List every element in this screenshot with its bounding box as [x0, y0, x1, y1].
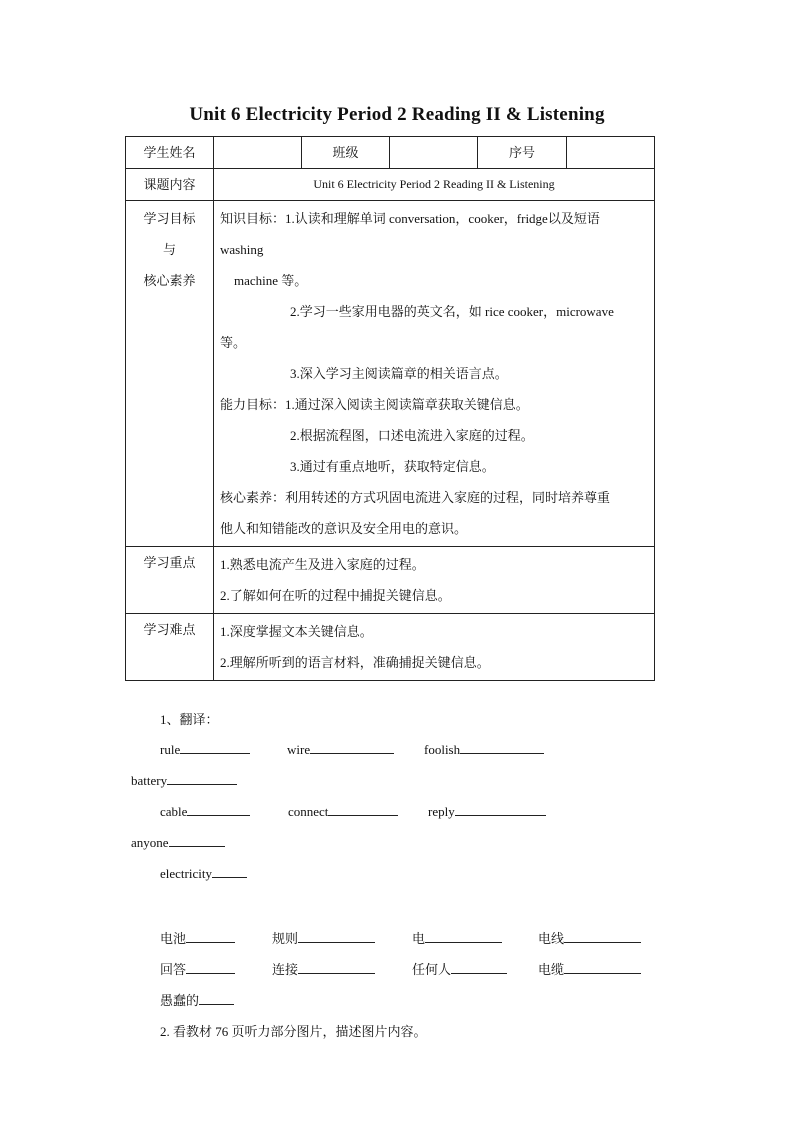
- answer-blank[interactable]: [425, 930, 502, 943]
- answer-blank[interactable]: [564, 930, 641, 943]
- difficulty-line: 2.理解所听到的语言材料，准确捕捉关键信息。: [220, 655, 490, 670]
- seat-number-cell[interactable]: [567, 137, 655, 169]
- topic-label: 课题内容: [126, 169, 214, 201]
- word-text: 任何人: [412, 962, 452, 977]
- topic-value: Unit 6 Electricity Period 2 Reading II & Listening: [214, 169, 655, 201]
- word-text: 电池: [160, 931, 187, 946]
- word-text: electricity: [160, 866, 212, 881]
- answer-blank[interactable]: [564, 961, 641, 974]
- word-text: 电: [412, 931, 426, 946]
- word-text: connect: [288, 804, 329, 819]
- answer-blank[interactable]: [460, 741, 544, 754]
- difficulty-line: 1.深度掌握文本关键信息。: [220, 624, 373, 639]
- answer-blank[interactable]: [455, 803, 546, 816]
- word-item: [160, 959, 235, 978]
- word-item: [160, 741, 250, 758]
- focus-label: 学习重点: [126, 547, 214, 614]
- answer-blank[interactable]: [328, 803, 398, 816]
- goal-line: 3.通过有重点地听，获取特定信息。: [290, 459, 495, 474]
- word-item: [428, 803, 546, 820]
- answer-blank[interactable]: [310, 741, 394, 754]
- difficulty-content: [214, 614, 655, 681]
- word-text: battery: [131, 773, 168, 788]
- section1-heading: 1、翻译：: [160, 712, 219, 727]
- answer-blank[interactable]: [167, 772, 237, 785]
- goal-line: 核心素养：利用转述的方式巩固电流进入家庭的过程，同时培养尊重: [220, 490, 611, 505]
- goal-line: 3.深入学习主阅读篇章的相关语言点。: [290, 366, 508, 381]
- word-item: [412, 959, 507, 978]
- word-text: rule: [160, 742, 181, 757]
- word-item: [412, 928, 502, 947]
- word-item: [424, 741, 544, 758]
- goal-line: 能力目标：1.通过深入阅读主阅读篇章获取关键信息。: [220, 397, 529, 412]
- word-text: wire: [287, 742, 311, 757]
- answer-blank[interactable]: [199, 992, 234, 1005]
- word-item: [160, 803, 250, 820]
- answer-blank[interactable]: [186, 961, 235, 974]
- goal-line: 知识目标：1.认读和理解单词 conversation，cooker，fridge以及短语: [220, 211, 600, 226]
- word-item: [272, 959, 375, 978]
- goal-line: 等。: [220, 335, 247, 350]
- word-text: anyone: [131, 835, 169, 850]
- word-text: reply: [428, 804, 455, 819]
- word-item: [288, 803, 398, 820]
- word-item: [131, 772, 237, 789]
- goals-label: [126, 201, 214, 547]
- word-text: 愚蠢的: [160, 993, 200, 1008]
- goal-line: washing: [220, 242, 264, 257]
- answer-blank[interactable]: [451, 961, 507, 974]
- goals-label-line: 学习目标: [143, 211, 196, 226]
- focus-line: 1.熟悉电流产生及进入家庭的过程。: [220, 557, 425, 572]
- goals-content: [214, 201, 655, 547]
- answer-blank[interactable]: [187, 803, 250, 816]
- word-text: cable: [160, 804, 188, 819]
- goal-line: 他人和知错能改的意识及安全用电的意识。: [220, 521, 468, 536]
- focus-line: 2.了解如何在听的过程中捕捉关键信息。: [220, 588, 451, 603]
- word-item: [131, 834, 225, 851]
- word-item: [272, 928, 375, 947]
- word-text: 规则: [272, 931, 299, 946]
- section2-heading: 2. 看教材 76 页听力部分图片，描述图片内容。: [160, 1024, 427, 1039]
- answer-blank[interactable]: [298, 930, 375, 943]
- class-cell[interactable]: [390, 137, 478, 169]
- class-label: 班级: [302, 137, 390, 169]
- goals-label-line: 核心素养: [143, 273, 196, 288]
- student-name-cell[interactable]: [214, 137, 302, 169]
- word-item: [160, 990, 234, 1009]
- answer-blank[interactable]: [169, 834, 225, 847]
- page-title: Unit 6 Electricity Period 2 Reading II & Listening: [189, 104, 605, 125]
- answer-blank[interactable]: [212, 865, 247, 878]
- goal-line: 2.根据流程图，口述电流进入家庭的过程。: [290, 428, 534, 443]
- student-name-label: 学生姓名: [126, 137, 214, 169]
- difficulty-label: 学习难点: [126, 614, 214, 681]
- goals-label-line: 与: [162, 242, 176, 257]
- word-text: 电缆: [538, 962, 565, 977]
- word-item: [160, 928, 235, 947]
- answer-blank[interactable]: [186, 930, 235, 943]
- word-text: 电线: [538, 931, 565, 946]
- word-text: 回答: [160, 962, 187, 977]
- goal-line: machine 等。: [234, 273, 308, 288]
- seat-number-label: 序号: [478, 137, 567, 169]
- goal-line: 2.学习一些家用电器的英文名，如 rice cooker，microwave: [290, 304, 614, 319]
- word-item: [538, 928, 641, 947]
- focus-content: [214, 547, 655, 614]
- word-item: [538, 959, 641, 978]
- word-item: [287, 741, 394, 758]
- word-text: 连接: [272, 962, 299, 977]
- word-text: foolish: [424, 742, 461, 757]
- lesson-plan-table: [125, 136, 655, 681]
- answer-blank[interactable]: [298, 961, 375, 974]
- answer-blank[interactable]: [180, 741, 250, 754]
- word-item: [160, 865, 247, 882]
